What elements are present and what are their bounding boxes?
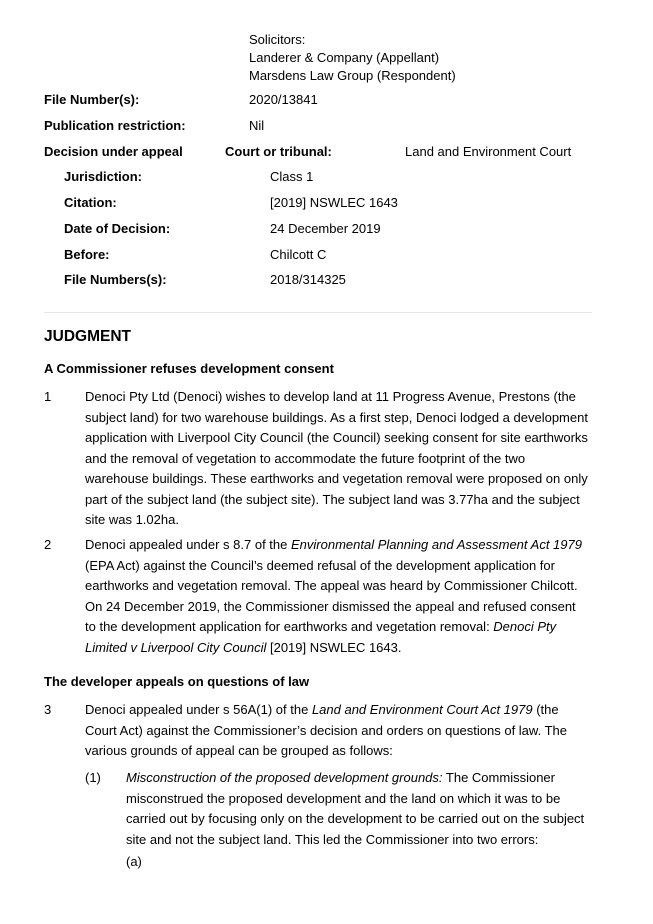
- file-number-2-value: 2018/314325: [270, 272, 346, 287]
- paragraph-2-line: On 24 December 2019, the Commissioner dismissed the appeal and refused consent: [85, 598, 576, 614]
- text-run: to the development application for earthworks and vegetation removal:: [85, 619, 494, 634]
- solicitors-heading: Solicitors:: [249, 32, 306, 47]
- paragraph-1-line: site was 1.02ha.: [85, 512, 179, 527]
- citation-value: [2019] NSWLEC 1643: [270, 195, 398, 210]
- sub-paragraph-number-1: (1): [85, 770, 101, 785]
- judgment-title: JUDGMENT: [44, 328, 131, 345]
- paragraph-2: [85, 535, 582, 658]
- paragraph-number-2: 2: [44, 537, 52, 552]
- paragraph-2-line: (EPA Act) against the Council’s deemed refusal of the development application for: [85, 557, 555, 573]
- solicitor-appellant: Landerer & Company (Appellant): [249, 50, 440, 65]
- text-run: Denoci appealed under s 8.7 of the: [85, 537, 291, 552]
- heading-developer-appeals: The developer appeals on questions of law: [44, 674, 310, 689]
- paragraph-3-line: Court Act) against the Commissioner’s decision and orders on questions of law. The: [85, 722, 567, 738]
- section-divider: [44, 312, 592, 313]
- sub-paragraph-1-line: carried out by focusing only on the development to be carried out on the subject: [126, 811, 585, 826]
- act-title: Land and Environment Court Act 1979: [311, 702, 533, 717]
- paragraph-1-line: application with Liverpool City Council (the Council) seeking consent for site earthworks: [85, 430, 588, 445]
- decision-label: Decision under appeal: [44, 144, 183, 159]
- sub-paragraph-1: [126, 768, 584, 850]
- paragraph-3-line: various grounds of appeal can be grouped as follows:: [85, 743, 393, 758]
- paragraph-2-line: [85, 617, 582, 638]
- paragraph-number-3: 3: [44, 702, 52, 717]
- publication-value: Nil: [249, 118, 265, 133]
- paragraph-1-line: subject land) for two warehouse buildings. As a first step, Denoci lodged a development: [85, 409, 588, 425]
- jurisdiction-label: Jurisdiction:: [64, 169, 143, 184]
- paragraph-1-line: Denoci Pty Ltd (Denoci) wishes to develop land at 11 Progress Avenue, Prestons (the: [85, 389, 576, 404]
- text-run: The Commissioner: [442, 770, 555, 785]
- paragraph-2-line: earthworks and vegetation removal. The appeal was heard by Commissioner Chilcott.: [85, 578, 578, 593]
- paragraph-1: [85, 387, 588, 531]
- text-run: Denoci appealed under s 56A(1) of the: [85, 702, 312, 717]
- before-label: Before:: [64, 247, 110, 262]
- heading-refuses-consent: A Commissioner refuses development consent: [44, 361, 334, 376]
- paragraph-number-1: 1: [44, 389, 52, 404]
- publication-label: Publication restriction:: [44, 118, 186, 133]
- jurisdiction-value: Class 1: [270, 169, 314, 184]
- file-number-2-label: File Numbers(s):: [64, 272, 167, 287]
- date-label: Date of Decision:: [64, 221, 171, 236]
- sub-paragraph-number-a: (a): [126, 854, 142, 869]
- date-value: 24 December 2019: [270, 221, 381, 236]
- paragraph-1-line: warehouse buildings. These earthworks and vegetation removal were proposed on only: [85, 471, 588, 486]
- paragraph-3: [85, 700, 567, 762]
- act-title: Environmental Planning and Assessment Act 1979: [290, 537, 582, 552]
- file-number-value: 2020/13841: [249, 92, 318, 107]
- court-value: Land and Environment Court: [405, 144, 572, 159]
- file-number-label: File Number(s):: [44, 92, 140, 107]
- sub-paragraph-1-line: [126, 768, 584, 789]
- sub-paragraph-1-line: misconstrued the proposed development and the land on which it was to be: [126, 790, 561, 806]
- paragraph-2-line: [85, 535, 582, 556]
- solicitor-respondent: Marsdens Law Group (Respondent): [249, 68, 456, 83]
- before-value: Chilcott C: [270, 247, 327, 262]
- citation-label: Citation:: [64, 195, 117, 210]
- paragraph-1-line: part of the subject land (the subject site). The subject land was 3.77ha and the subject: [85, 491, 580, 507]
- case-name: Denoci Pty: [493, 619, 557, 634]
- case-name: Limited v Liverpool City Council: [85, 639, 267, 655]
- court-label: Court or tribunal:: [225, 144, 332, 159]
- text-run: [2019] NSWLEC 1643.: [266, 639, 402, 655]
- paragraph-3-line: [85, 700, 567, 721]
- paragraph-2-line: [85, 638, 582, 659]
- paragraph-1-line: and the removal of vegetation to accommodate the future footprint of the two: [85, 450, 526, 466]
- ground-title: Misconstruction of the proposed development grounds:: [126, 770, 443, 785]
- sub-paragraph-1-line: site and not the subject land. This led the Commissioner into two errors:: [126, 831, 539, 847]
- text-run: (the: [532, 702, 559, 717]
